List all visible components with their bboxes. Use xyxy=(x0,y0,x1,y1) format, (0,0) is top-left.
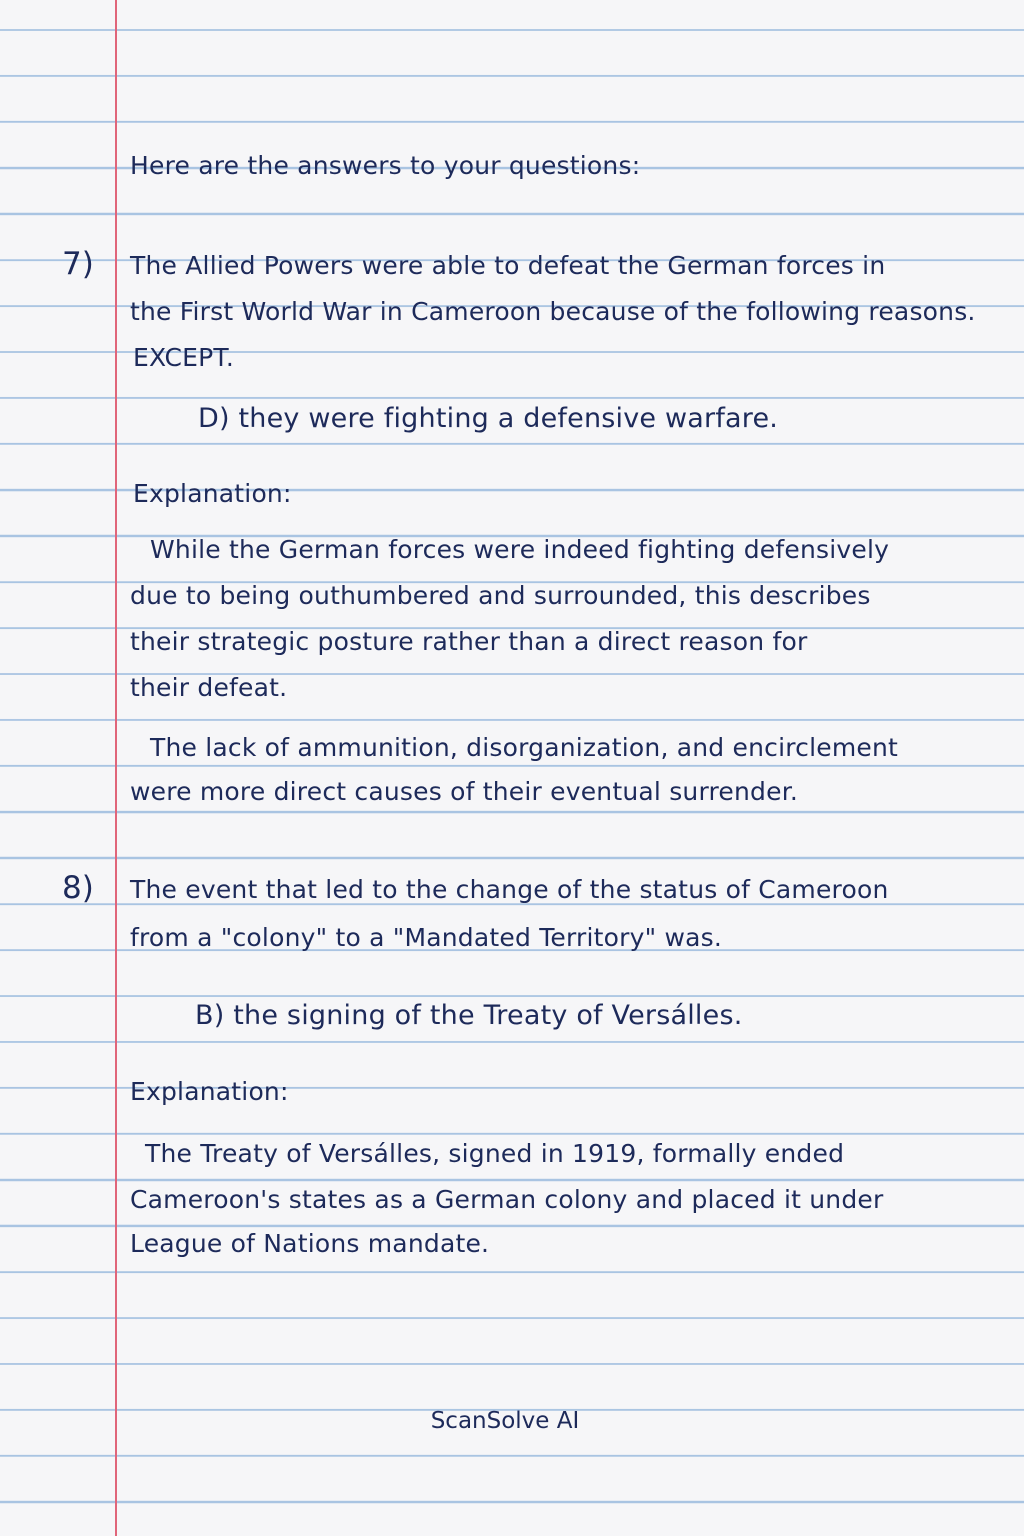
question-7-explanation-2-line-1: The lack of ammunition, disorganization, and encirclement xyxy=(150,733,899,762)
question-7-line-2: the First World War in Cameroon because of the following reasons. xyxy=(130,297,976,326)
question-7-explanation-1-line-1: While the German forces were indeed fighting defensively xyxy=(150,535,890,564)
question-8-explanation-line-3: League of Nations mandate. xyxy=(130,1229,490,1258)
footer-brand: ScanSolve AI xyxy=(430,1408,580,1434)
question-7-explanation-2-line-2: were more direct causes of their eventual surrender. xyxy=(130,777,799,806)
question-7-explanation-1-line-3: their strategic posture rather than a direct reason for xyxy=(130,627,808,656)
question-7-line-1: The Allied Powers were able to defeat the German forces in xyxy=(130,251,886,280)
margin-line xyxy=(115,0,117,1536)
question-7-line-3: EXCEPT. xyxy=(133,343,235,372)
intro-text: Here are the answers to your questions: xyxy=(130,151,641,180)
question-7-number: 7) xyxy=(62,246,94,282)
question-8-line-1: The event that led to the change of the status of Cameroon xyxy=(130,875,889,904)
question-7-explanation-1-line-2: due to being outhumbered and surrounded, this describes xyxy=(130,581,871,610)
question-7-explanation-heading: Explanation: xyxy=(133,479,292,508)
question-7-explanation-1-line-4: their defeat. xyxy=(130,673,288,702)
question-8-line-2: from a "colony" to a "Mandated Territory" was. xyxy=(130,923,723,952)
question-7-answer: D) they were fighting a defensive warfare. xyxy=(198,403,779,434)
question-8-number: 8) xyxy=(62,870,94,906)
question-8-explanation-line-2: Cameroon's states as a German colony and placed it under xyxy=(130,1185,884,1214)
question-8-explanation-heading: Explanation: xyxy=(130,1077,289,1106)
question-8-explanation-line-1: The Treaty of Versálles, signed in 1919, formally ended xyxy=(145,1139,845,1168)
question-8-answer: B) the signing of the Treaty of Versálles. xyxy=(195,1000,743,1031)
